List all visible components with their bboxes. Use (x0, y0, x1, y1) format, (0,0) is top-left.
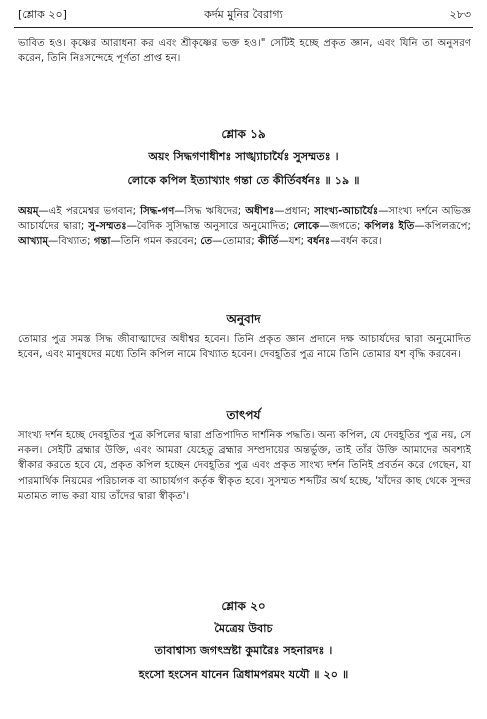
synonym-meaning: —কপিলরূপে; (414, 221, 471, 233)
word-meanings (18, 204, 471, 300)
header-chapter-title: কর্দম মুনির বৈরাগ্য (204, 8, 283, 21)
sloka-19-line-2: লোকে কপিল ইত্যাখ্যাং গন্তা তে কীর্তিবর্ধনঃ ॥ ১৯ ॥ (127, 174, 360, 187)
synonym-term: বর্ধনঃ (307, 236, 331, 248)
synonym-meaning: —জগতে; (319, 221, 365, 233)
synonym-meaning: —বিখ্যাত; (48, 236, 94, 248)
synonym-term: লোকে (293, 221, 320, 233)
synonym-meaning: —এই পরমেশ্বর ভগবান; (38, 206, 141, 217)
purport-title: তাৎপর্য (226, 408, 261, 422)
synonym-term: সাংখ্য-আচার্যৈঃ (314, 206, 379, 217)
running-header (14, 6, 473, 26)
sloka-19-title: শ্লোক ১৯ (221, 127, 266, 141)
header-verse-ref: [শ্লোক ২০] (18, 8, 67, 21)
page-number: ২৮৩ (449, 8, 471, 21)
sloka-20-title: শ্লোক ২০ (221, 599, 266, 613)
synonym-term: আখ্যাম্ (18, 236, 49, 248)
intro-paragraph: ভাবিত হও। কৃষ্ণের আরাধনা কর এবং শ্রীকৃষ্ণের ভক্ত হও।" সেটিই হচ্ছে প্রকৃত জ্ঞান, এবং যিনি তা অনুসরণ করেন, তিনি নিঃসন্দেহে পূর্ণতা প্রাপ্ত হন। (18, 38, 471, 65)
synonym-term: কীর্তি (257, 236, 279, 248)
synonym-meaning: —সাংখ্য দর্শনে অভিজ্ঞ আচার্যদের দ্বারা; (18, 206, 471, 233)
synonym-term: অধীশঃ (245, 206, 275, 217)
synonym-meaning: —বর্ধন করে। (330, 236, 382, 248)
synonym-meaning: —তোমার; (212, 236, 258, 248)
translation-text: তোমার পুত্র সমস্ত সিদ্ধ জীবাত্মাদের অধীশ্বর হবেন। তিনি প্রকৃত জ্ঞান প্রদানে দক্ষ আচার্যদের দ্বারা অনুমোদিত হবেন, এবং মানুষদের মধ্যে তিনি কপিল নামে বিখ্যাত হবেন। দেবহূতির পুত্র নামে তিনি তোমার যশ বৃদ্ধি করবেন। (18, 334, 471, 361)
sloka-20-speaker: মৈত্রেয় উবাচ (214, 622, 273, 635)
synonym-meaning: —তিনি গমন করবেন; (110, 236, 201, 248)
sloka-20-line-2: হংসো হংসেন যানেন ত্রিধামপরমং যযৌ ॥ ২০ ॥ (138, 668, 349, 681)
header-rule (14, 27, 473, 28)
sloka-20-line-1: তাবাশ্বাস্য জগৎস্রষ্টা কুমারৈঃ সহনারদঃ । (154, 644, 333, 657)
purport-text: সাংখ্য দর্শন হচ্ছে দেবহূতির পুত্র কপিলের দ্বারা প্রতিপাদিত দার্শনিক পদ্ধতি। অন্য কপিল, যে দেবহূতির পুত্র নয়, সে নকল। সেইটি ব্রহ্মার উক্তি, এবং আমরা যেহেতু ব্রহ্মার সম্প্রদায়ের অন্তর্ভুক্ত, তাই তাঁর উক্তি আমাদের অবশ্যই স্বীকার করতে হবে যে, প্রকৃত কপিল হচ্ছেন দেবহূতির পুত্র এবং প্রকৃত সাংখ্য দর্শন তিনিই প্রবর্তন করে গেছেন, যা পারমার্থিক নিয়মের পরিচালক বা আচার্যগণ কর্তৃক স্বীকৃত হবে। সুসম্মত শব্দটির অর্থ হচ্ছে, 'যাঁদের কাছ থেকে সুন্দর মতামত লাভ করা যায় তাঁদের দ্বারা স্বীকৃত'। (18, 430, 471, 502)
synonym-meaning: —প্রধান; (274, 206, 315, 217)
synonym-term: সু-সম্মতঃ (88, 221, 127, 233)
synonym-term: কপিলঃ (364, 221, 395, 233)
synonym-term: তে (200, 236, 213, 248)
sloka-19-line-1: অয়ং সিদ্ধগণাধীশঃ সাঙ্খ্যাচার্যৈঃ সুসম্মতঃ । (148, 150, 339, 163)
synonym-term: গন্তা (93, 236, 111, 248)
synonym-meaning: —সিদ্ধ ঋষিদের; (174, 206, 246, 217)
synonym-meaning: —বৈদিক সুসিদ্ধান্ত অনুসারে অনুমোদিত; (126, 221, 294, 233)
synonym-meaning: —যশ; (278, 236, 308, 248)
synonym-term: অয়ম্ (18, 206, 39, 217)
translation-title: অনুবাদ (226, 312, 261, 326)
synonym-term: সিদ্ধ-গণ (140, 206, 175, 217)
synonym-term: ইতি (398, 221, 415, 233)
